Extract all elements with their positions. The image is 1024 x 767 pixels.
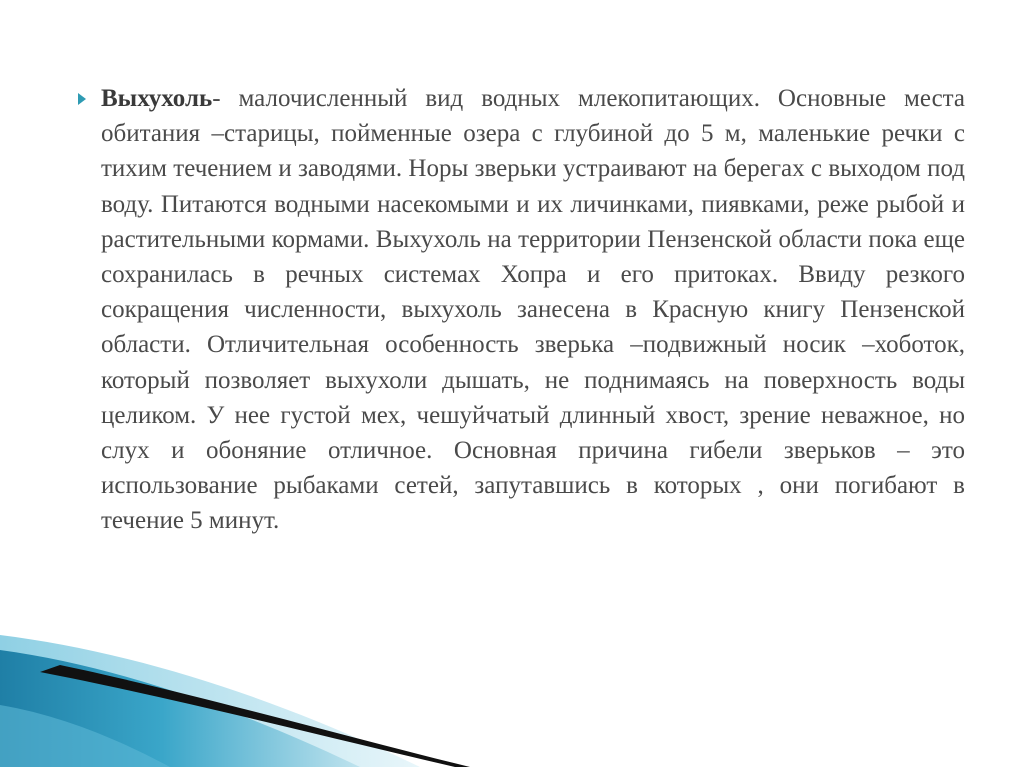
term-word: Выхухоль <box>101 85 213 112</box>
body-paragraph <box>101 81 965 539</box>
arrow-bullet-icon <box>78 93 86 105</box>
paragraph-text: - малочисленный вид водных млекопитающих. Основные места обитания –старицы, пойменные озера с глубиной до 5 м, маленькие речки с тихим течением и заводями. Норы зверьки устраивают на берегах с выходом под воду. Питаются водными насекомыми и их личинками, пиявками, реже рыбой и растительными кормами. Выхухоль на территории Пензенской области пока еще сохранилась в речных системах Хопра и его притоках. Ввиду резкого сокращения численности, выхухоль занесена в Красную книгу Пензенской области. Отличительная особенность зверька –подвижный носик –хоботок, который позволяет выхухоли дышать, не поднимаясь на поверхность воды целиком. У нее густой мех, чешуйчатый длинный хвост, зрение неважное, но слух и обоняние отличное. Основная причина гибели зверьков – это использование рыбаками сетей, запутавшись в которых , они погибают в течение 5 минут. <box>101 85 965 535</box>
